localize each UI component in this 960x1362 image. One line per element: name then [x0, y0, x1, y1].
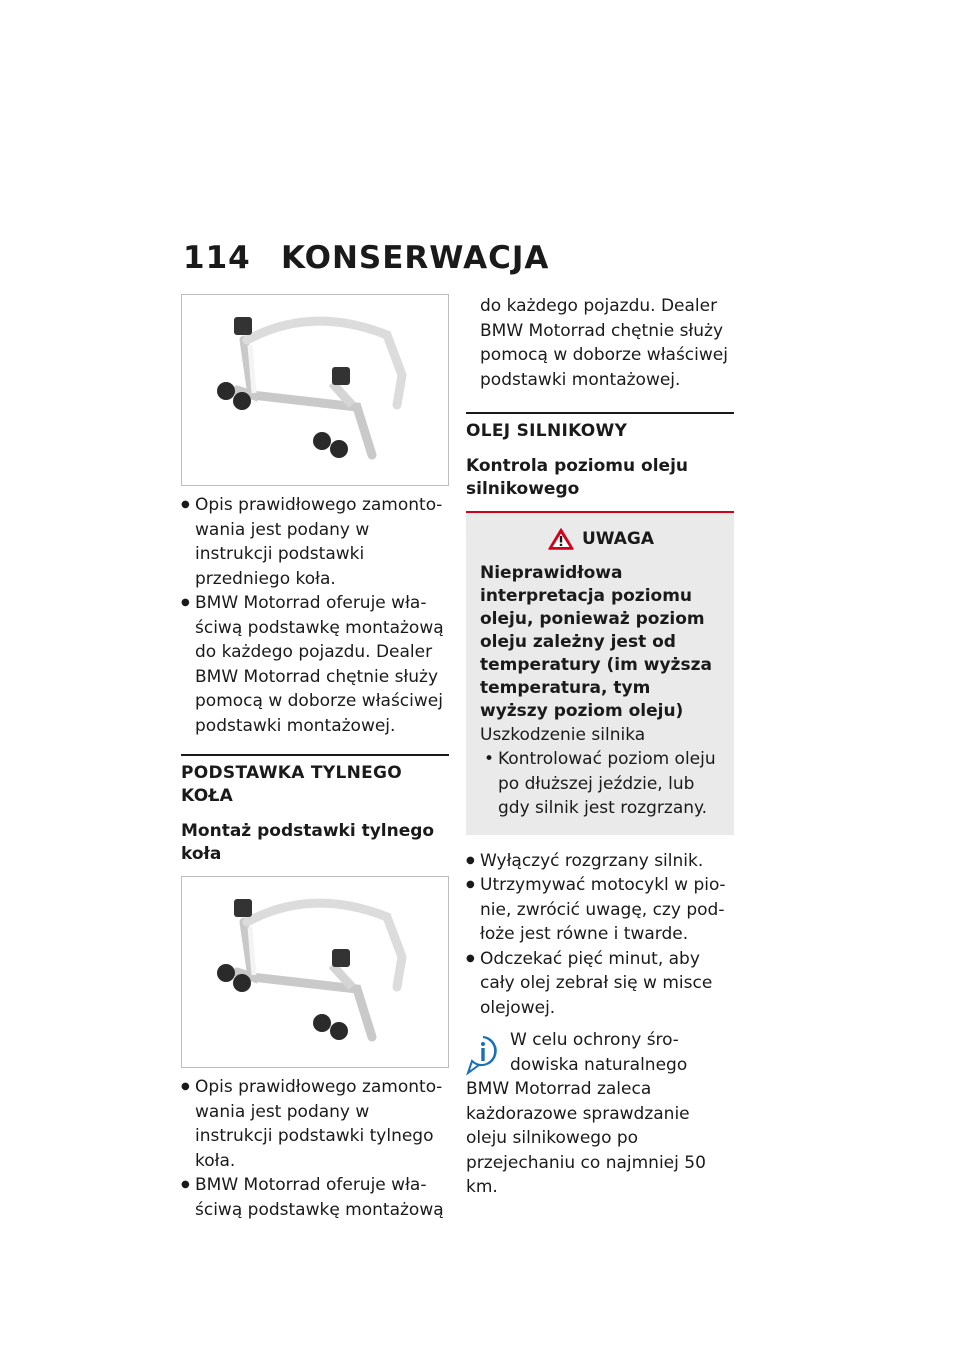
subsection-title-mounting: Montaż podstawki tylnego koła: [181, 821, 435, 864]
list-item: ● Opis prawidłowego zamontowania jest podany w instrukcji podstawki tylnego koła.: [181, 1075, 449, 1173]
rear-stand-list: [181, 1075, 449, 1222]
page-header: [183, 240, 549, 276]
rear-stand-figure: [181, 876, 449, 1068]
subsection-title-oil-check: Kontrola poziomu oleju silnikowego: [466, 456, 689, 499]
section-title-engine-oil: OLEJ SILNIKOWY: [466, 412, 734, 443]
page-number: 114: [183, 240, 251, 276]
section-title-rear-stand: PODSTAWKA TYLNEGO KOŁA: [181, 754, 449, 808]
list-item: ● BMW Motorrad oferuje właściwą podstawkę montażową: [181, 1173, 449, 1222]
left-column: [181, 294, 449, 1222]
warning-consequence: Uszkodzenie silnika: [480, 724, 646, 745]
list-item: ● Odczekać pięć minut, aby cały olej zebrał się w misce olejowej.: [466, 947, 734, 1021]
list-item: ● Utrzymywać motocykl w pionie, zwrócić uwagę, czy podłoże jest równe i twarde.: [466, 873, 734, 947]
rear-stand-illustration: [182, 877, 448, 1067]
right-column: [466, 294, 734, 1200]
list-item: ● BMW Motorrad oferuje właściwą podstawkę montażową do każdego pojazdu. Dealer BMW Motorrad chętnie służy pomocą w doborze właściwej podstawki montażowej.: [181, 591, 449, 738]
warning-actions: [480, 747, 722, 821]
warning-label: UWAGA: [581, 529, 655, 549]
warning-header: [480, 527, 722, 552]
list-item: ● Wyłączyć rozgrzany silnik.: [466, 849, 734, 874]
list-item: • Kontrolować poziom oleju po dłuższej jeździe, lub gdy silnik jest rozgrzany.: [480, 747, 722, 821]
chapter-title: KONSERWACJA: [281, 240, 550, 276]
front-stand-illustration: [182, 295, 448, 485]
warning-cause: Nieprawidłowa interpretacja poziomu oleju, ponieważ poziom oleju zależny jest od temperatury (im wyższa temperatura, tym wyższy poziom oleju): [480, 562, 712, 721]
info-note: [466, 1028, 734, 1200]
continued-text: do każdego pojazdu. Dealer BMW Motorrad chętnie służy pomocą w doborze właściwej podstawki montażowej.: [480, 296, 728, 390]
warning-box: [466, 511, 734, 835]
list-item: ● Opis prawidłowego zamontowania jest podany w instrukcji podstawki przedniego koła.: [181, 493, 449, 591]
info-text-lead: W celu ochrony środowiska naturalnego: [510, 1030, 688, 1075]
front-stand-figure: [181, 294, 449, 486]
warning-triangle-icon: [548, 527, 574, 551]
front-stand-list: [181, 493, 449, 738]
info-text: BMW Motorrad zaleca każdorazowe sprawdzanie oleju silnikowego po przejechaniu co najmniej 50 km.: [466, 1079, 706, 1197]
info-icon: [466, 1034, 500, 1076]
oil-check-steps: [466, 849, 734, 1021]
